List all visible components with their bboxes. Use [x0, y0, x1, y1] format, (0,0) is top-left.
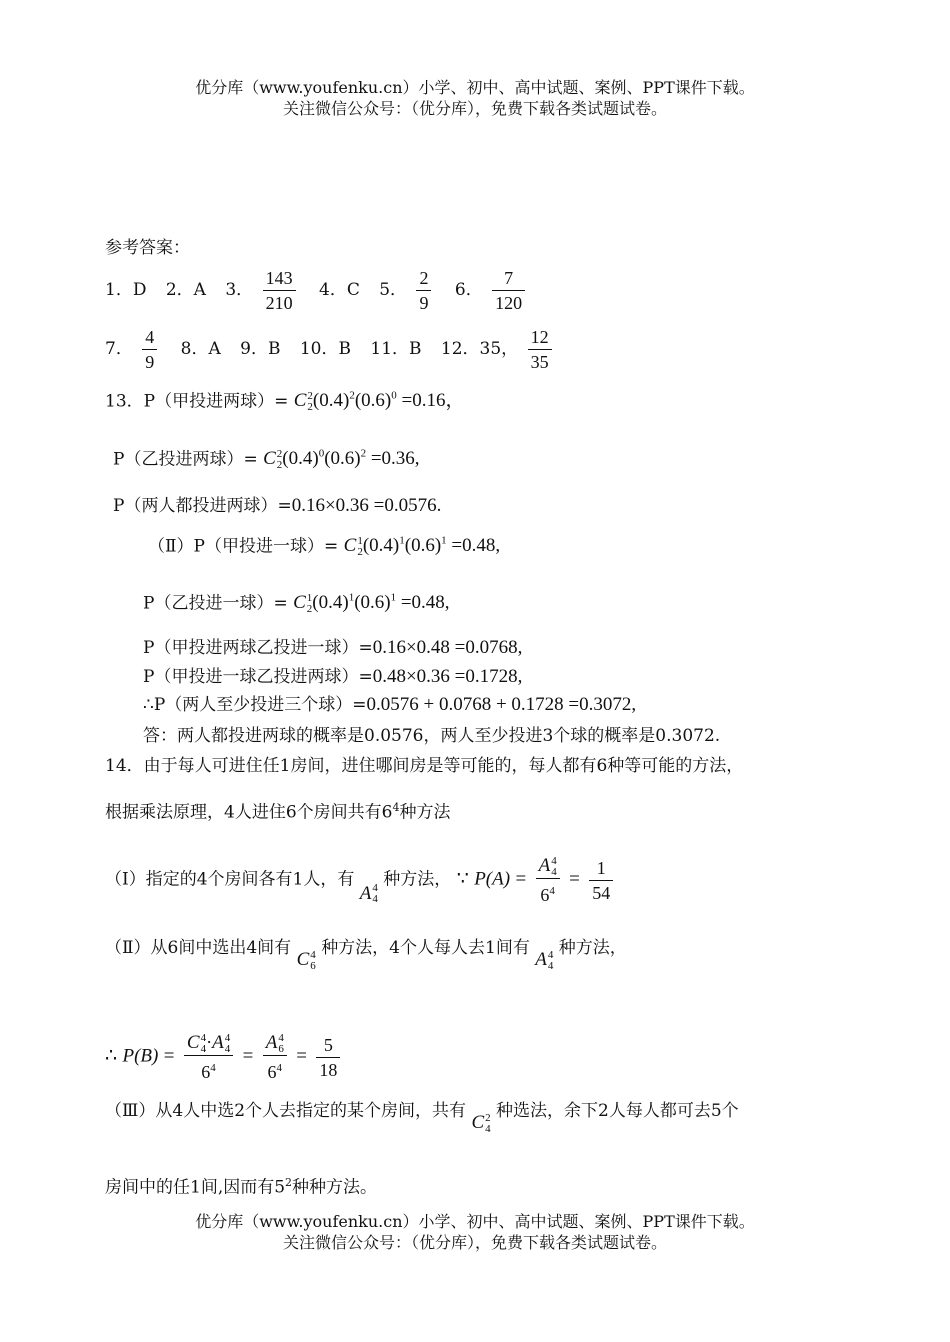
- fraction-5-over-18: $\frac{5}{18}$: [316, 1033, 340, 1082]
- q14-part-3: [105, 1100, 739, 1135]
- page-header-line1: 优分库（www.youfenku.cn）小学、初中、高中试题、案例、PPT课件下载。: [195, 78, 755, 97]
- answer-7-label: 7．: [105, 339, 133, 359]
- q14-p1-text-a: （Ⅰ）指定的4个房间各有1人，有: [105, 869, 355, 890]
- therefore-symbol: ∴: [105, 1045, 118, 1067]
- q13-answer: 答：两人都投进两球的概率是0.0576，两人至少投进3个球的概率是0.3072.: [143, 726, 721, 746]
- q14-intro-2: 根据乘法原理，4人进住6个房间共有$6^4$种方法: [105, 801, 451, 823]
- fraction-answer-12: $\frac{12}{35}$: [528, 325, 552, 374]
- q14-p3-text-b: 种选法，余下2人每人都可去5个: [496, 1101, 739, 1121]
- q13-l6-result: 0.16×0.48 =0.0768,: [372, 637, 523, 658]
- q13-line-5: [143, 587, 450, 615]
- q13-l5-formula: C 1 2 $(0.4)^1(0.6)^1 =0.48$,: [293, 591, 450, 615]
- fraction-a44-over-6-4: A 4 4 $6^4$: [536, 853, 560, 907]
- fraction-a64-over-6-4: A 4 6 $6^4$: [263, 1030, 287, 1084]
- q14-p3-text-a: （Ⅲ）从4人中选2个人去指定的某个房间，共有: [105, 1101, 467, 1121]
- q13-line-7: [143, 666, 522, 688]
- q13-l6-label: P（甲投进两球乙投进一球）=: [143, 638, 373, 658]
- answers-title: 参考答案：: [105, 238, 190, 258]
- q13-l7-result: 0.48×0.36 =0.1728,: [372, 666, 523, 687]
- q13-l1-label: 13．P（甲投进两球）=: [105, 391, 289, 412]
- q13-line-4: [148, 530, 500, 558]
- page-footer-line1: 优分库（www.youfenku.cn）小学、初中、高中试题、案例、PPT课件下载。: [195, 1212, 755, 1231]
- because-symbol: ∵: [456, 868, 469, 890]
- q13-l2-formula: C 2 2 $(0.4)^0(0.6)^2 =0.36$,: [263, 447, 420, 471]
- answer-3-label: 3．: [225, 280, 254, 300]
- fraction-answer-6: $\frac{7}{120}$: [492, 266, 525, 315]
- q14-part-1: [105, 853, 617, 906]
- q13-line-8: [143, 694, 636, 716]
- q14-part-3-line-2: 房间中的任1间,因而有$5^2$种种方法。: [105, 1176, 378, 1198]
- q13-l8-result: 0.0576 + 0.0768 + 0.1728 =0.3072,: [366, 694, 637, 715]
- answer-1: 1．D: [105, 280, 147, 300]
- answer-9: 9．B: [240, 339, 281, 359]
- answer-5-label: 5．: [379, 280, 408, 300]
- q13-l5-label: P（乙投进一球）=: [143, 593, 288, 614]
- q13-line-3: [113, 495, 441, 517]
- fraction-1-over-54: $\frac{1}{54}$: [589, 856, 613, 905]
- page-footer-line2: 关注微信公众号：（优分库），免费下载各类试题试卷。: [282, 1233, 667, 1252]
- answer-11: 11．B: [370, 339, 422, 359]
- fraction-answer-5: $\frac{2}{9}$: [416, 266, 431, 315]
- q14-p2-text-c: 种方法，: [558, 938, 627, 958]
- q14-part-2-formula: ∴ P(B) = C 4 4 ·A 4 4 $6^4$ = A 4 6 $6^4$ = $\frac{5}{18}$: [105, 1030, 344, 1080]
- fraction-answer-3: $\frac{143}{210}$: [263, 266, 296, 315]
- q13-l8-label: ∴P（两人至少投进三个球）=: [143, 695, 367, 715]
- q14-p2-text-a: （Ⅱ）从6间中选出4间有: [105, 938, 292, 958]
- q13-line-1: [105, 385, 464, 413]
- answer-10: 10．B: [299, 339, 351, 359]
- answer-12-label: 12．35，: [440, 339, 519, 359]
- combination-c42: C 2 4: [471, 1111, 491, 1135]
- permutation-a44: A 4 4: [359, 882, 378, 906]
- q14-p1-text-b: 种方法，: [383, 869, 452, 890]
- answer-4: 4．C: [319, 280, 360, 300]
- q13-l3-result: 0.16×0.36 =0.0576.: [291, 495, 442, 516]
- answer-8: 8．A: [180, 339, 221, 359]
- answers-row-1: [105, 266, 529, 315]
- q14-p1-eq1: =: [515, 868, 527, 890]
- q13-line-6: [143, 637, 522, 659]
- q13-l1-formula: C 2 2 $(0.4)^2(0.6)^0 =0.16$，: [293, 389, 465, 413]
- permutation-a44-2: A 4 4: [535, 948, 554, 972]
- q13-l4-formula: C 1 2 $(0.4)^1(0.6)^1 =0.48$,: [343, 534, 501, 558]
- q14-pa: P(A): [474, 868, 511, 890]
- q13-l3-label: P（两人都投进两球）=: [113, 496, 292, 516]
- answer-2: 2．A: [165, 280, 206, 300]
- answers-row-2: [105, 325, 556, 374]
- q14-p2-text-b: 种方法，4个人每人去1间有: [321, 938, 530, 958]
- answer-6-label: 6．: [454, 280, 483, 300]
- q13-l2-label: P（乙投进两球）=: [113, 449, 258, 470]
- fraction-c44a44-over-6-4: C 4 4 ·A 4 4 $6^4$: [184, 1030, 233, 1084]
- q13-l7-label: P（甲投进一球乙投进两球）=: [143, 667, 373, 687]
- fraction-answer-7: $\frac{4}{9}$: [142, 325, 157, 374]
- page-header-line2: 关注微信公众号：（优分库），免费下载各类试题试卷。: [282, 99, 667, 118]
- q14-pb: P(B): [122, 1045, 159, 1067]
- q14-part-2: [105, 937, 627, 972]
- q13-line-2: [113, 443, 420, 471]
- q14-p1-eq2: =: [569, 868, 580, 890]
- q13-l4-label: （Ⅱ）P（甲投进一球）=: [148, 536, 339, 557]
- combination-c64: C 4 6: [296, 948, 316, 972]
- q14-intro-1: 14．由于每人可进住任1房间，进住哪间房是等可能的，每人都有6种等可能的方法，: [105, 756, 744, 776]
